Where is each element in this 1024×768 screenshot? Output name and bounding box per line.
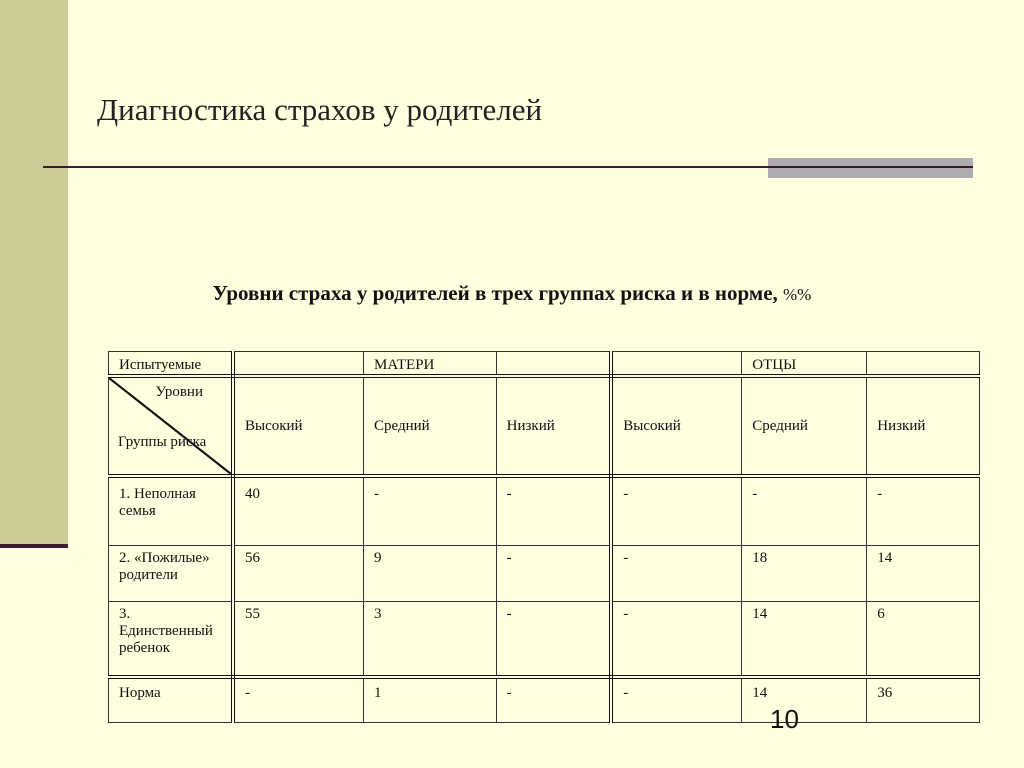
page-number: 10 [770, 704, 799, 734]
table-row [109, 546, 980, 602]
group-cell: 1. Неполная семья [109, 476, 234, 546]
slide-title: Диагностика страхов у родителей [97, 92, 543, 127]
table-row [109, 602, 980, 678]
fathers-header: ОТЦЫ [742, 352, 867, 377]
table-caption [0, 281, 1024, 306]
value-cell: - [496, 677, 611, 723]
value-cell: 3 [364, 602, 497, 678]
caption-unit: %% [783, 285, 812, 304]
value-cell: 14 [867, 546, 980, 602]
empty-cell [233, 352, 364, 377]
table-row [109, 677, 980, 723]
mothers-header: МАТЕРИ [364, 352, 497, 377]
subjects-header: Испытуемые [109, 352, 234, 377]
header-row-levels [109, 376, 980, 476]
diagonal-header-cell [109, 376, 234, 476]
value-cell: - [233, 677, 364, 723]
level-header: Низкий [496, 376, 611, 476]
fear-levels-table [108, 351, 980, 723]
value-cell: - [867, 476, 980, 546]
value-cell: - [496, 602, 611, 678]
value-cell: - [364, 476, 497, 546]
level-header: Средний [364, 376, 497, 476]
value-cell: 40 [233, 476, 364, 546]
level-header: Средний [742, 376, 867, 476]
group-cell: 2. «Пожилые» родители [109, 546, 234, 602]
value-cell: 36 [867, 677, 980, 723]
groups-label: Группы риска [118, 434, 207, 450]
sidebar-decoration [0, 0, 68, 546]
header-row-groups [109, 352, 980, 377]
empty-cell [496, 352, 611, 377]
value-cell: - [611, 677, 742, 723]
empty-cell [611, 352, 742, 377]
table-row [109, 476, 980, 546]
value-cell: 9 [364, 546, 497, 602]
value-cell: - [742, 476, 867, 546]
group-cell: 3. Единственный ребенок [109, 602, 234, 678]
sidebar-divider [0, 544, 68, 548]
value-cell: 6 [867, 602, 980, 678]
title-divider [43, 166, 973, 168]
level-header: Высокий [233, 376, 364, 476]
value-cell: - [611, 476, 742, 546]
value-cell: 14 [742, 602, 867, 678]
value-cell: 14 [742, 677, 867, 723]
empty-cell [867, 352, 980, 377]
level-header: Низкий [867, 376, 980, 476]
value-cell: 56 [233, 546, 364, 602]
value-cell: 55 [233, 602, 364, 678]
value-cell: - [611, 602, 742, 678]
levels-label: Уровни [155, 384, 203, 400]
value-cell: - [496, 546, 611, 602]
caption-text: Уровни страха у родителей в трех группах риска и в норме, [212, 281, 778, 305]
value-cell: - [611, 546, 742, 602]
value-cell: - [496, 476, 611, 546]
level-header: Высокий [611, 376, 742, 476]
group-cell: Норма [109, 677, 234, 723]
title-accent-bar [768, 158, 973, 178]
value-cell: 18 [742, 546, 867, 602]
value-cell: 1 [364, 677, 497, 723]
